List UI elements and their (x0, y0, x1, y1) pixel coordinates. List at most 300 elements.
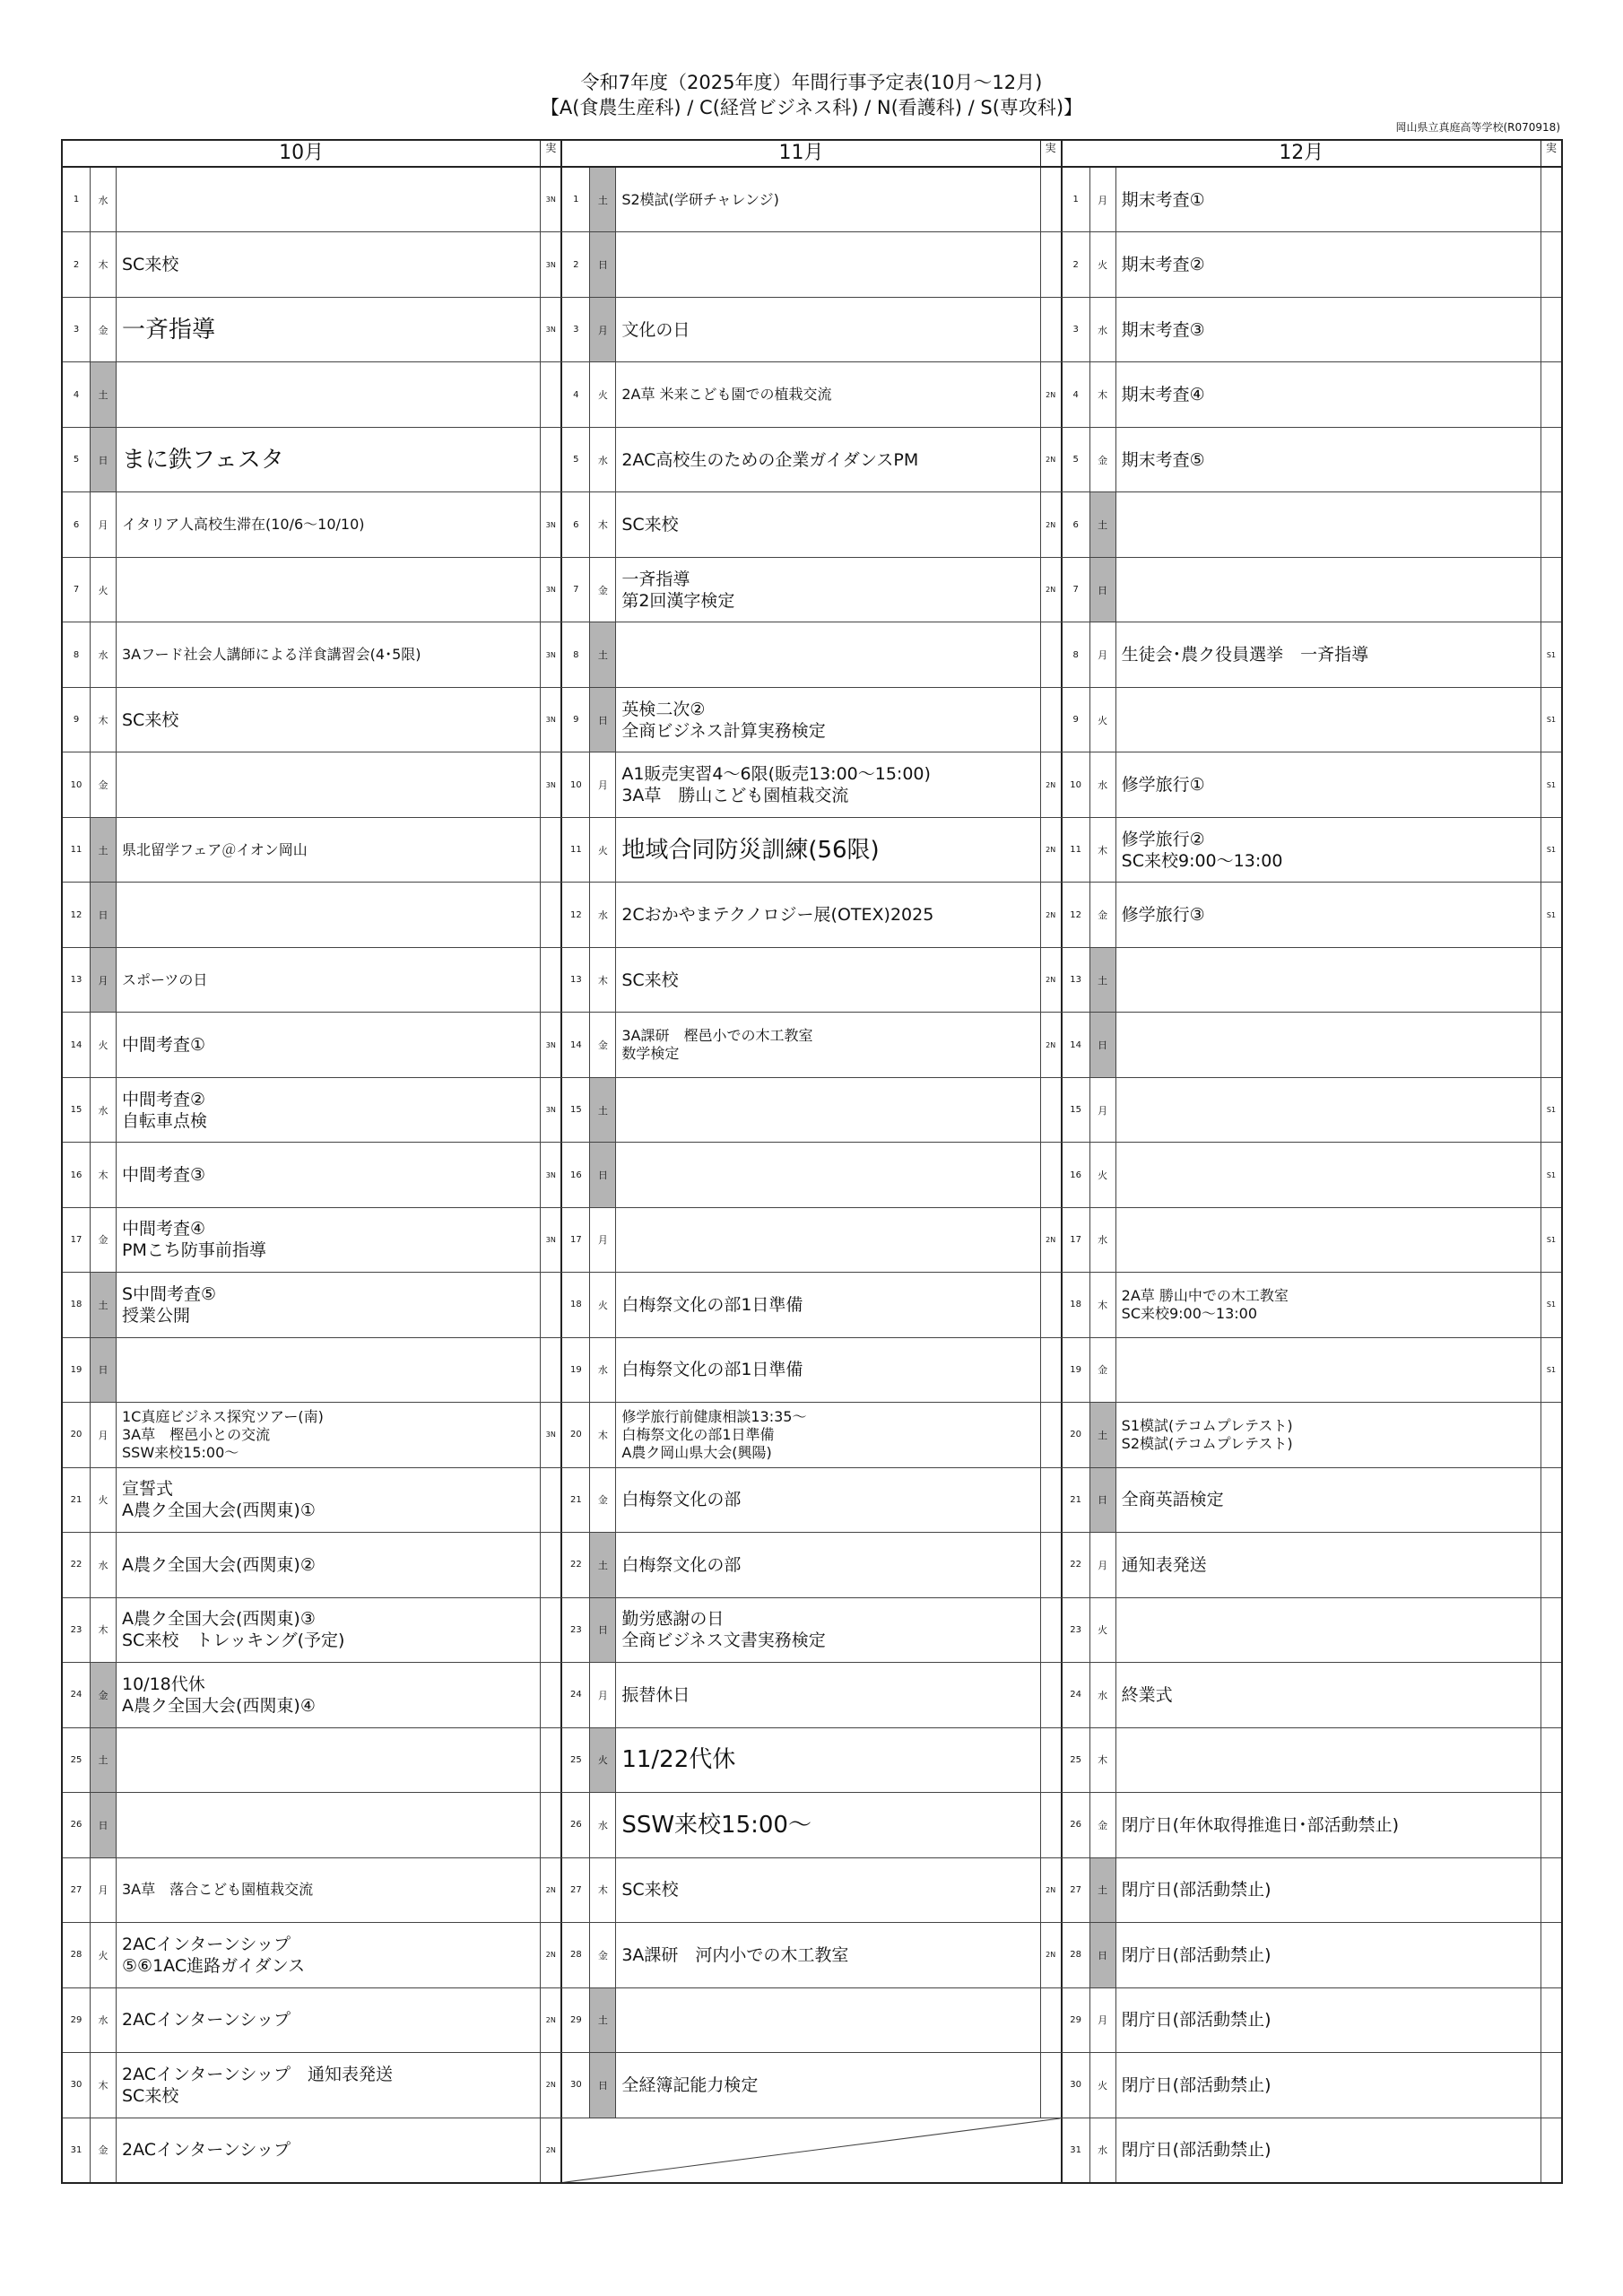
event-cell (616, 1598, 1040, 1662)
weekday: 土 (91, 818, 117, 882)
weekday: 土 (91, 1273, 117, 1336)
jitsu-mark (1541, 1013, 1561, 1076)
event-cell (616, 428, 1040, 491)
event-text: 2ACインターンシップ (122, 1934, 291, 1954)
day-number: 3 (63, 298, 91, 361)
event-cell (117, 818, 541, 882)
day-row (1063, 1013, 1561, 1077)
jitsu-mark (1041, 232, 1063, 296)
weekday: 金 (1090, 1793, 1116, 1857)
day-row (63, 1598, 562, 1663)
event-text: A農ク全国大会(西関東)④ (122, 1695, 316, 1716)
event-cell (117, 298, 541, 361)
day-row (562, 1078, 1062, 1143)
jitsu-mark: 2N (541, 2118, 562, 2182)
event-cell (117, 1013, 541, 1076)
event-cell (1116, 1078, 1541, 1142)
day-number: 21 (1063, 1468, 1090, 1532)
weekday: 土 (590, 1533, 616, 1596)
weekday: 木 (590, 492, 616, 556)
day-number: 28 (63, 1923, 91, 1987)
school-name: 岡山県立真庭高等学校(R070918) (1395, 121, 1560, 134)
event-text: 3A課研 河内小での木工教室 (621, 1944, 849, 1965)
event-text: 期末考査① (1121, 189, 1205, 210)
event-cell (1116, 1988, 1541, 2052)
event-text: 白梅祭文化の部1日準備 (621, 1294, 803, 1315)
month-name: 11月 (562, 141, 1040, 166)
event-text: 1C真庭ビジネス探究ツアー(南) (122, 1407, 324, 1425)
weekday: 木 (1090, 1273, 1116, 1336)
day-number: 20 (1063, 1403, 1090, 1466)
event-text: S1模試(テコムプレテスト) (1121, 1416, 1293, 1434)
event-text: S中間考査⑤ (122, 1283, 217, 1304)
event-text: 数学検定 (621, 1045, 680, 1063)
event-text: 自転車点検 (122, 1110, 208, 1131)
jitsu-mark (1541, 1923, 1561, 1987)
event-cell (616, 1858, 1040, 1922)
day-number: 22 (1063, 1533, 1090, 1596)
event-text: A1販売実習4～6限(販売13:00～15:00) (621, 764, 931, 785)
jitsu-mark: S1 (1546, 846, 1557, 855)
jitsu-mark (1541, 428, 1561, 491)
event-text: 期末考査⑤ (1121, 449, 1205, 470)
jitsu-mark: 2N (541, 1923, 562, 1987)
weekday: 月 (590, 752, 616, 816)
event-text: A農ク岡山県大会(興陽) (621, 1443, 772, 1461)
jitsu-mark: S1 (1546, 1300, 1557, 1309)
jitsu-mark (1041, 1468, 1063, 1532)
event-cell (1116, 1728, 1541, 1792)
weekday: 日 (1090, 1013, 1116, 1076)
weekday: 月 (1090, 1078, 1116, 1142)
jitsu-mark (1541, 2053, 1561, 2117)
day-number: 7 (1063, 558, 1090, 622)
event-text: 修学旅行前健康相談13:35～ (621, 1407, 807, 1425)
day-row (562, 1208, 1062, 1273)
event-text: 11/22代休 (621, 1746, 736, 1774)
day-number: 9 (63, 688, 91, 752)
day-row (562, 1468, 1062, 1533)
day-row (1063, 1988, 1561, 2053)
event-cell (117, 1208, 541, 1272)
event-cell (117, 1923, 541, 1987)
day-number: 24 (1063, 1663, 1090, 1726)
day-number: 2 (63, 232, 91, 296)
day-row (1063, 298, 1561, 362)
day-number: 16 (1063, 1143, 1090, 1206)
day-number: 18 (1063, 1273, 1090, 1336)
weekday: 月 (91, 1858, 117, 1922)
day-number: 15 (63, 1078, 91, 1142)
event-cell (1116, 2053, 1541, 2117)
day-row (562, 232, 1062, 297)
event-cell (117, 1793, 541, 1857)
day-number: 9 (1063, 688, 1090, 752)
event-text: 白梅祭文化の部1日準備 (621, 1425, 775, 1443)
weekday: 日 (590, 1143, 616, 1206)
day-number: 12 (63, 883, 91, 946)
weekday: 月 (1090, 622, 1116, 686)
event-cell (1116, 558, 1541, 622)
event-cell (1116, 232, 1541, 296)
day-number: 15 (562, 1078, 590, 1142)
jitsu-mark: 3N (541, 688, 562, 752)
event-cell (1116, 1858, 1541, 1922)
jitsu-mark (1541, 1403, 1561, 1466)
day-row (1063, 818, 1561, 883)
day-row (562, 1533, 1062, 1597)
day-row (63, 1923, 562, 1987)
day-row (63, 1858, 562, 1923)
day-row (562, 1988, 1062, 2053)
jitsu-mark (541, 1598, 562, 1662)
weekday: 日 (590, 688, 616, 752)
jitsu-mark (541, 1338, 562, 1402)
event-cell (616, 1403, 1040, 1466)
day-number: 28 (1063, 1923, 1090, 1987)
weekday: 木 (590, 1403, 616, 1466)
day-row (562, 298, 1062, 362)
jitsu-mark (1541, 1728, 1561, 1792)
jitsu-mark: S1 (1546, 1170, 1557, 1179)
jitsu-mark (1041, 688, 1063, 752)
weekday: 木 (91, 232, 117, 296)
day-row (1063, 2118, 1561, 2182)
day-row (562, 428, 1062, 492)
jitsu-mark (541, 883, 562, 946)
day-row (562, 622, 1062, 687)
jitsu-mark (1041, 1663, 1063, 1726)
event-text: 振替休日 (621, 1684, 690, 1705)
event-text: 2A草 米来こども園での植栽交流 (621, 386, 832, 404)
day-number: 12 (1063, 883, 1090, 946)
event-text: SC来校 (621, 970, 679, 990)
weekday: 水 (1090, 2118, 1116, 2182)
month-column (1063, 141, 1561, 2182)
day-number: 21 (562, 1468, 590, 1532)
jitsu-mark: 2N (1041, 492, 1063, 556)
day-number: 25 (63, 1728, 91, 1792)
weekday: 水 (1090, 1208, 1116, 1272)
day-row (63, 1403, 562, 1467)
jitsu-mark: 2N (1041, 1858, 1063, 1922)
weekday: 金 (590, 1468, 616, 1532)
day-number: 29 (562, 1988, 590, 2052)
day-number: 6 (1063, 492, 1090, 556)
day-row (1063, 558, 1561, 622)
weekday: 火 (1090, 688, 1116, 752)
event-cell (1116, 492, 1541, 556)
day-number: 17 (1063, 1208, 1090, 1272)
event-cell (616, 1793, 1040, 1857)
day-row (1063, 1273, 1561, 1337)
event-cell (616, 688, 1040, 752)
event-cell (616, 2053, 1040, 2117)
event-cell (1116, 1793, 1541, 1857)
document-title (0, 70, 1623, 120)
event-cell (117, 2053, 541, 2117)
day-number: 4 (63, 362, 91, 426)
day-row (1063, 752, 1561, 817)
jitsu-mark: S1 (1546, 1365, 1557, 1374)
day-row (63, 1143, 562, 1207)
day-number: 9 (562, 688, 590, 752)
weekday: 木 (91, 688, 117, 752)
day-row (562, 1598, 1062, 1663)
day-row (63, 1468, 562, 1533)
event-text: SC来校 (122, 2085, 179, 2106)
day-row (63, 362, 562, 427)
jitsu-mark (1541, 558, 1561, 622)
weekday: 火 (91, 558, 117, 622)
weekday: 金 (91, 298, 117, 361)
jitsu-mark: 2N (1041, 1923, 1063, 1987)
event-cell (117, 428, 541, 491)
weekday: 日 (91, 428, 117, 491)
event-cell (616, 1923, 1040, 1987)
event-text: 2Cおかやまテクノロジー展(OTEX)2025 (621, 905, 934, 926)
jitsu-mark (1541, 1598, 1561, 1662)
day-number: 29 (1063, 1988, 1090, 2052)
jitsu-mark (1041, 168, 1063, 231)
event-cell (117, 362, 541, 426)
jitsu-mark: 3N (541, 1208, 562, 1272)
jitsu-header: 実 (1545, 142, 1557, 154)
day-number: 16 (63, 1143, 91, 1206)
day-row (63, 2053, 562, 2118)
jitsu-mark (1541, 168, 1561, 231)
weekday: 水 (91, 168, 117, 231)
weekday: 土 (590, 1078, 616, 1142)
jitsu-mark: 3N (541, 1013, 562, 1076)
day-row (1063, 1663, 1561, 1727)
weekday: 月 (1090, 168, 1116, 231)
event-text: 白梅祭文化の部 (621, 1554, 742, 1575)
jitsu-mark (541, 1533, 562, 1596)
event-cell (117, 752, 541, 816)
event-text: 一斉指導 (621, 569, 690, 589)
day-number: 2 (1063, 232, 1090, 296)
jitsu-mark: 2N (1041, 752, 1063, 816)
event-cell (1116, 1403, 1541, 1466)
empty-row (562, 2118, 1062, 2182)
event-cell (1116, 1663, 1541, 1726)
day-row (63, 1988, 562, 2053)
event-text: 2ACインターンシップ (122, 2010, 291, 2031)
weekday: 水 (91, 622, 117, 686)
weekday: 水 (590, 1793, 616, 1857)
jitsu-mark (1041, 1078, 1063, 1142)
weekday: 土 (91, 362, 117, 426)
weekday: 木 (91, 2053, 117, 2117)
jitsu-mark: S1 (1546, 1235, 1557, 1244)
event-cell (616, 1078, 1040, 1142)
day-number: 3 (562, 298, 590, 361)
event-cell (1116, 948, 1541, 1012)
jitsu-mark: 3N (541, 1403, 562, 1466)
day-row (63, 1728, 562, 1793)
jitsu-mark: 3N (541, 622, 562, 686)
event-text: 期末考査③ (1121, 319, 1205, 340)
event-text: 3A草 落合こども園植栽交流 (122, 1881, 314, 1899)
jitsu-mark (541, 1663, 562, 1726)
jitsu-mark (1041, 622, 1063, 686)
weekday: 日 (91, 1793, 117, 1857)
day-number: 22 (63, 1533, 91, 1596)
event-text: SSW来校15:00～ (621, 1811, 812, 1839)
event-cell (117, 1273, 541, 1336)
event-cell (1116, 298, 1541, 361)
day-number: 19 (562, 1338, 590, 1402)
day-number: 10 (1063, 752, 1090, 816)
day-row (562, 948, 1062, 1013)
event-text: 文化の日 (621, 319, 690, 340)
jitsu-mark (1041, 1273, 1063, 1336)
weekday: 土 (1090, 1858, 1116, 1922)
jitsu-mark: 3N (541, 298, 562, 361)
day-number: 26 (63, 1793, 91, 1857)
jitsu-mark (1541, 948, 1561, 1012)
day-number: 29 (63, 1988, 91, 2052)
event-cell (616, 558, 1040, 622)
event-text: 全商英語検定 (1121, 1490, 1224, 1510)
weekday: 火 (590, 1728, 616, 1792)
day-number: 10 (562, 752, 590, 816)
event-cell (117, 1728, 541, 1792)
day-number: 15 (1063, 1078, 1090, 1142)
weekday: 日 (1090, 558, 1116, 622)
weekday: 金 (1090, 1338, 1116, 1402)
weekday: 金 (590, 558, 616, 622)
day-number: 18 (63, 1273, 91, 1336)
event-text: イタリア人高校生滞在(10/6～10/10) (122, 516, 365, 534)
day-number: 13 (1063, 948, 1090, 1012)
event-cell (117, 1403, 541, 1466)
day-row (562, 2053, 1062, 2118)
day-number: 5 (1063, 428, 1090, 491)
day-row (63, 1793, 562, 1857)
event-cell (616, 168, 1040, 231)
title-line-1: 令和7年度（2025年度）年間行事予定表(10月～12月) (580, 72, 1043, 93)
jitsu-mark: 3N (541, 752, 562, 816)
weekday: 土 (590, 1988, 616, 2052)
day-row (1063, 1143, 1561, 1207)
day-row (63, 168, 562, 232)
weekday: 水 (590, 428, 616, 491)
event-text: 2ACインターンシップ 通知表発送 (122, 2064, 394, 2084)
day-row (1063, 2053, 1561, 2118)
jitsu-mark: 2N (1041, 428, 1063, 491)
weekday: 火 (91, 1468, 117, 1532)
day-row (562, 1338, 1062, 1403)
day-number: 25 (562, 1728, 590, 1792)
day-number: 5 (562, 428, 590, 491)
day-row (63, 492, 562, 557)
jitsu-mark: 2N (541, 1858, 562, 1922)
event-cell (616, 1208, 1040, 1272)
event-cell (1116, 1338, 1541, 1402)
jitsu-mark: 2N (1041, 883, 1063, 946)
event-cell (616, 1013, 1040, 1076)
day-row (1063, 1208, 1561, 1273)
jitsu-mark: 3N (541, 492, 562, 556)
weekday: 月 (91, 948, 117, 1012)
title-line-2: 【A(食農生産科) / C(経営ビジネス科) / N(看護科) / S(専攻科)】 (540, 97, 1083, 118)
day-number: 20 (562, 1403, 590, 1466)
event-text: 生徒会･農ク役員選挙 一斉指導 (1121, 645, 1369, 665)
day-row (63, 2118, 562, 2182)
day-number: 5 (63, 428, 91, 491)
day-row (63, 622, 562, 687)
jitsu-header: 実 (541, 141, 562, 166)
day-row (562, 1728, 1062, 1793)
day-number: 8 (63, 622, 91, 686)
weekday: 日 (1090, 1923, 1116, 1987)
event-text: PMこち防事前指導 (122, 1240, 266, 1261)
jitsu-mark: S1 (1546, 1106, 1557, 1115)
event-text: 中間考査④ (122, 1219, 206, 1239)
event-cell (616, 232, 1040, 296)
day-number: 11 (63, 818, 91, 882)
day-row (1063, 1338, 1561, 1403)
event-text: 2A草 勝山中での木工教室 (1121, 1286, 1289, 1304)
weekday: 月 (91, 1403, 117, 1466)
jitsu-mark (1541, 1468, 1561, 1532)
jitsu-mark (1541, 362, 1561, 426)
day-row (63, 1208, 562, 1273)
day-number: 20 (63, 1403, 91, 1466)
jitsu-mark: S1 (1546, 716, 1557, 725)
weekday: 木 (590, 1858, 616, 1922)
day-number: 14 (1063, 1013, 1090, 1076)
weekday: 火 (590, 362, 616, 426)
day-number: 22 (562, 1533, 590, 1596)
jitsu-mark: 2N (1041, 362, 1063, 426)
day-row (63, 883, 562, 947)
weekday: 火 (1090, 1143, 1116, 1206)
event-text: 2ACインターンシップ (122, 2140, 291, 2161)
day-row (63, 428, 562, 492)
jitsu-mark: 2N (541, 2053, 562, 2117)
day-number: 30 (1063, 2053, 1090, 2117)
calendar-table (61, 139, 1563, 2184)
day-row (562, 1013, 1062, 1077)
day-number: 24 (63, 1663, 91, 1726)
day-number: 11 (562, 818, 590, 882)
event-text: スポーツの日 (122, 970, 208, 988)
day-number: 11 (1063, 818, 1090, 882)
event-text: SC来校 (122, 709, 179, 730)
weekday: 土 (91, 1728, 117, 1792)
day-number: 6 (562, 492, 590, 556)
event-cell (117, 688, 541, 752)
weekday: 火 (590, 1273, 616, 1336)
event-text: 10/18代休 (122, 1674, 205, 1694)
event-cell (616, 1468, 1040, 1532)
event-cell (1116, 688, 1541, 752)
day-number: 8 (1063, 622, 1090, 686)
jitsu-mark (1041, 1598, 1063, 1662)
weekday: 金 (91, 2118, 117, 2182)
day-row (63, 1663, 562, 1727)
event-cell (616, 298, 1040, 361)
jitsu-mark (541, 1728, 562, 1792)
day-row (1063, 232, 1561, 297)
event-cell (1116, 1468, 1541, 1532)
event-text: 閉庁日(年休取得推進日･部活動禁止) (1121, 1814, 1399, 1835)
jitsu-mark (1041, 1988, 1063, 2052)
event-cell (117, 1533, 541, 1596)
